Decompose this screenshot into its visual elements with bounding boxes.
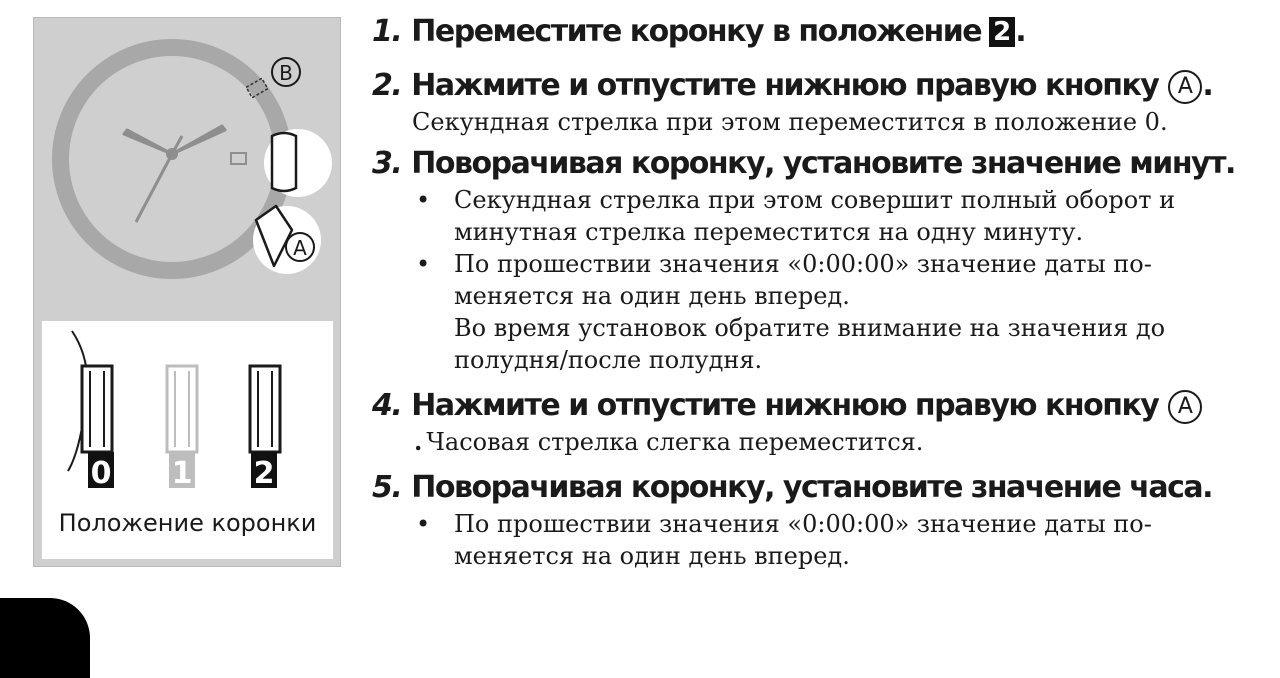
button-a-symbol: A: [1168, 70, 1202, 104]
step-3-bullet-2: • По прошествии значения «0:00:00» значение даты по- меняется на один день вперед. Во время установок обратите внимание на значения до полудня/после полудня.: [372, 248, 1272, 376]
crown-2-icon: [250, 366, 280, 452]
step-1-text: Переместите коронку в положение: [411, 14, 982, 49]
step-4-note-text: Часовая стрелка слегка переместится.: [426, 428, 924, 456]
step-2-text: Нажмите и отпустите нижнюю правую кнопку: [411, 68, 1159, 103]
step-3-number: 3.: [372, 146, 402, 181]
step-3: [372, 144, 1272, 376]
position-1-label: 1: [171, 456, 193, 491]
crown-icon: [272, 133, 296, 191]
step-5-title: [372, 468, 1272, 508]
step-1: [372, 12, 1272, 52]
step-3-title: [372, 144, 1272, 184]
step-5: [372, 468, 1272, 572]
step-3-bullet-1: • Секундная стрелка при этом совершит полный оборот и минутная стрелка переместится на одну минуту.: [372, 184, 1272, 248]
page-corner: [0, 598, 90, 678]
step-2-note: Секундная стрелка при этом переместится в положение 0.: [412, 108, 1168, 136]
position-0-label: 0: [90, 456, 112, 491]
step-3-bullets: [372, 184, 1272, 376]
step-2: [372, 66, 1272, 138]
position-2-label: 2: [253, 456, 275, 491]
step-4-text: Нажмите и отпустите нижнюю правую кнопку: [411, 388, 1159, 423]
button-a-symbol: A: [1168, 390, 1202, 424]
label-a: A: [293, 236, 307, 260]
step-4-note: . Часовая стрелка слегка переместится.: [414, 427, 924, 456]
step-2-number: 2.: [372, 68, 402, 103]
step-1-title: [372, 12, 1272, 52]
label-b: B: [279, 61, 293, 85]
step-5-bullets: [372, 508, 1272, 572]
crown-0-icon: [82, 366, 112, 452]
crown-1-icon: [167, 366, 197, 452]
step-5-bullet-1: • По прошествии значения «0:00:00» значение даты по- меняется на один день вперед.: [372, 508, 1272, 572]
step-1-tail: .: [1015, 14, 1026, 49]
hand-pivot: [166, 148, 178, 160]
step-5-number: 5.: [372, 470, 402, 505]
step-4-title: [372, 386, 1272, 426]
step-1-number: 1.: [372, 14, 402, 49]
watch-illustration: [34, 18, 342, 318]
step-4: [372, 386, 1272, 458]
crown-position-badge: 2: [989, 17, 1015, 47]
step-2-tail: .: [1202, 68, 1213, 103]
step-2-title: [372, 66, 1272, 106]
instruction-steps: [372, 12, 1272, 578]
crown-positions-panel: [42, 321, 333, 559]
watch-diagram: [33, 17, 341, 567]
step-5-text: Поворачивая коронку, установите значение часа.: [411, 470, 1213, 505]
crown-positions-illustration: [42, 321, 333, 501]
step-3-text: Поворачивая коронку, установите значение минут.: [411, 146, 1235, 181]
crown-caption: Положение коронки: [58, 509, 317, 537]
step-4-number: 4.: [372, 388, 402, 423]
